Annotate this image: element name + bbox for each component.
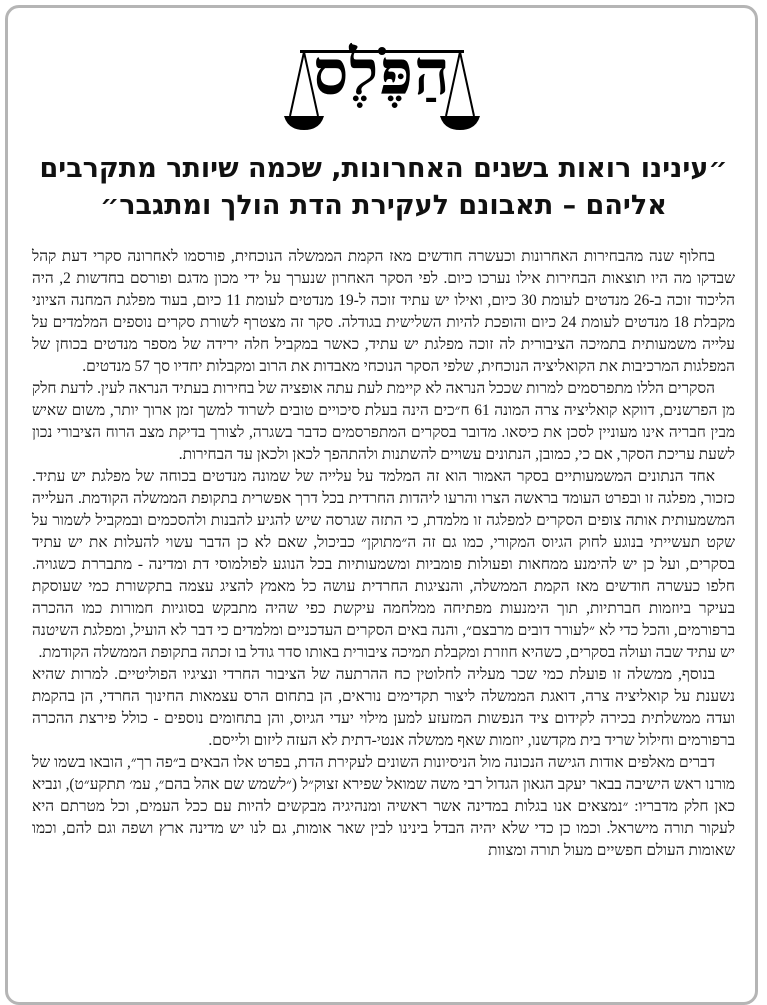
article-paragraph: דברים מאלפים אודות הגישה הנכונה מול הניסיונות השונים לעקירת הדת, בפרט אלו הבאים ב״פה רך״, הובאו בשמו של מורנו ראש הישיבה בבאר יעקב הגאון הגדול רבי משה שמואל שפירא זצוק״ל (״לשמש שם אהל בהם״, עמ׳ תתקע״ט), ונביא כאן חלק מדבריו: ״נמצאים אנו בגלות במדינה אשר ראשיה ומנהיגיה מבקשים להיות עם ככל העמים, וכל מטרתם היא לעקור תורה מישראל. וכמו כן כדי שלא יהיה הבדל בינינו לבין שאר אומות, גם לנו יש מדינה ארץ ושפה וגם להם, וכמו שאומות העולם חפשיים מעול תורה ומצוות: [32, 754, 735, 859]
article-paragraph: בנוסף, ממשלה זו פועלת כמי שכר מעליה לחלוטין כח ההרתעה של הציבור החרדי ונציגיו הפוליטיים. למרות שהיא נשענת על קואליציה צרה, דואגת הממשלה ליצור תקדימים נוראים, הן בתחום הרס עצמאות החינוך החרדי, הן בהקמת ועדה ממשלתית בכירה לקידום ציד הנפשות המזעזע למען מילוי יעדי הגיוס, והן בתחומים נוספים - כולל פירצת ההכרה ברפורמים וחילול שריד בית מקדשנו, יוזמות שאף ממשלה אנטי-דתית לא העזה ליזום ולייסם.: [32, 666, 735, 749]
masthead-title: הַפֶּלֶס: [313, 36, 451, 109]
masthead-logo: [282, 36, 482, 136]
article-body: [32, 246, 735, 862]
headline-line-2: אליהם – תאבונם לעקירת הדת הולך ומתגבר״: [100, 190, 667, 221]
article-paragraph: אחד הנתונים המשמעותיים בסקר האמור הוא זה המלמד על עלייה של שמונה מנדטים בכוחה של מפלגת יש עתיד. כזכור, מפלגה זו ובפרט העומד בראשה הצרו והרעו ליהדות החרדית בכל דרך אפשרית בתקופת הממשלה הקודמת. העלייה המשמעותית אותה צופים הסקרים למפלגה זו מלמדת, כי התזה שגרסה שיש להגיע להבנות ולהסכמים ובמקביל לשמור על שקט תעשייתי בנוגע לחוק הגיוס המקורי, כמו גם זה ה״מתוקן״ כביכול, שאם לא כן הדבר עשוי להעלות את יש עתיד בסקרים, ועל כן יש להימנע ממחאות ופעולות פומביות ומשמעותיות בכל הנוגע לפולמוסי דת ומדינה - מתבררת כשגויה. חלפו כעשרה חודשים מאז הקמת הממשלה, והנציגות החרדית עושה כל מאמץ להציג עצמה בתקשורת כמי שעוסקת בעיקר ביוזמות חברתיות, תוך הימנעות מפתיחה ממלחמה עיקשת כפי שהיה מתבקש בסוגיות חמורות כמו ההכרה ברפורמים, והכל כדי לא ״לעורר דובים מרבצם״, והנה באים הסקרים העדכניים ומלמדים כי דבר לא הועיל, ומפלגת השיטנה יש עתיד שבה ועולה בסקרים, כשהיא חוזרת ומקבלת תמיכה ציבורית באותו סדר גודל בו זכתה בתקופת הממשלה הקודמת.: [32, 468, 735, 661]
article-paragraph: בחלוף שנה מהבחירות האחרונות וכעשרה חודשים מאז הקמת הממשלה הנוכחית, פורסמו לאחרונה סקרי דעת קהל שבדקו מה היו תוצאות הבחירות אילו נערכו כיום. לפי הסקר האחרון שנערך על ידי מכון מדגם ופורסם בחדשות 2, היה הליכוד זוכה ב-26 מנדטים לעומת 30 כיום, ואילו יש עתיד זוכה ל-19 מנדטים לעומת 11 כיום, בעוד מפלגת המחנה הציוני מקבלת 18 מנדטים לעומת 24 כיום והופכת להיות השלישית בגודלה. סקר זה מצטרף לשורת סקרים נוספים המלמדים על עלייה משמעותית בתמיכה הציבורית לה זוכה מפלגת יש עתיד, כאשר במקביל חלה ירידה של מספר מנדטים בכוחן של המפלגות המרכיבות את הקואליציה הנוכחית, שלפי הסקר הנוכחי מאבדות את הרוב ומקבלות יחדיו סך 57 מנדטים.: [32, 248, 736, 375]
article-headline: [22, 150, 745, 224]
article-paragraph: הסקרים הללו מתפרסמים למרות שככל הנראה לא קיימת לעת עתה אופציה של בחירות בעתיד הנראה לעין. לדעת חלק מן הפרשנים, דווקא קואליציה צרה המונה 61 ח״כים הינה בעלת סיכויים טובים לשרוד למשך זמן ארוך יותר, משום שאיש מבין חבריה אינו מעוניין לסכן את כיסאו. מדובר בסקרים המתפרסמים כדבר בשגרה, לצורך בדיקת מצב הרוח הציבורי נכון לשעת עריכת הסקר, אם כי, כמובן, הנתונים עשויים להשתנות ולהתהפך לכאן ולכאן עד הבחירות.: [32, 380, 735, 463]
headline-line-1: ״עינינו רואות בשנים האחרונות, שכמה שיותר מתקרבים: [39, 153, 728, 184]
